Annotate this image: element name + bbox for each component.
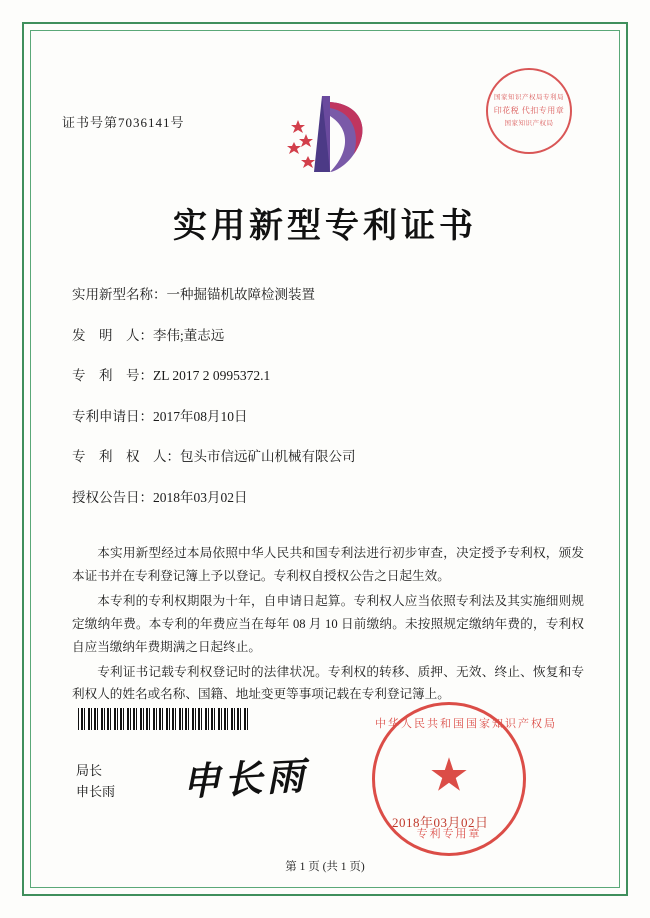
official-seal-top-text: 中华人民共和国国家知识产权局: [375, 718, 557, 730]
field-label: 专 利 号：: [72, 368, 153, 384]
field-row: [72, 487, 578, 509]
tax-stamp: [486, 68, 572, 154]
field-label: 发 明 人：: [72, 327, 153, 343]
field-list: [72, 284, 578, 528]
tax-stamp-core: 印花税 代扣专用章: [493, 105, 565, 115]
field-row: [72, 446, 578, 468]
field-row: [72, 365, 578, 387]
barcode: [78, 708, 250, 730]
certificate-number: 证书号第7036141号: [62, 115, 185, 130]
page-footer: 第 1 页 (共 1 页): [285, 861, 365, 873]
legal-text: [72, 542, 584, 708]
page-title: 实用新型专利证书: [173, 208, 477, 245]
field-value: ZL 2017 2 0995372.1: [153, 368, 271, 384]
field-row: [72, 284, 578, 306]
seal-date: 2018年03月02日: [392, 815, 489, 830]
legal-paragraph: 本专利的专利权期限为十年，自申请日起算。专利权人应当依照专利法及其实施细则规定缴纳年费。本专利的年费应当在每年 08 月 10 日前缴纳。未按照规定缴纳年费的，专利权自应当缴纳年费期满之日起终止。: [72, 593, 584, 654]
field-value: 2017年08月10日: [153, 408, 248, 424]
field-label: 专 利 权 人：: [72, 449, 180, 465]
field-label: 专利申请日：: [72, 408, 153, 424]
field-value: 一种掘锚机故障检测装置: [166, 287, 315, 302]
field-row: [72, 406, 578, 428]
field-value: 2018年03月02日: [153, 489, 248, 505]
legal-paragraph: 本实用新型经过本局依照中华人民共和国专利法进行初步审查，决定授予专利权，颁发本证书并在专利登记簿上予以登记。专利权自授权公告之日起生效。: [72, 546, 584, 583]
five-point-star-icon: ★: [428, 749, 470, 801]
official-seal: [372, 702, 557, 856]
field-label: 授权公告日：: [72, 489, 153, 505]
field-row: [72, 325, 578, 347]
field-value: 李伟;董志远: [153, 327, 225, 343]
field-value: 包头市信远矿山机械有限公司: [180, 449, 356, 465]
tax-stamp-arc-bottom: 国家知识产权局: [504, 120, 554, 128]
signature-name-label: 申长雨: [76, 784, 116, 800]
signature-title-label: 局长: [76, 763, 103, 778]
official-seal-bottom-text: 专利专用章: [416, 828, 482, 840]
field-label: 实用新型名称：: [72, 287, 167, 302]
legal-paragraph: 专利证书记载专利权登记时的法律状况。专利权的转移、质押、无效、终止、恢复和专利权人的姓名或名称、国籍、地址变更等事项记载在专利登记簿上。: [72, 664, 584, 702]
tax-stamp-arc-top: 国家知识产权局专利局: [494, 94, 564, 102]
signature-labels: [76, 760, 115, 803]
patent-office-logo-icon: [268, 82, 388, 182]
handwritten-signature: 申长雨: [181, 755, 310, 805]
